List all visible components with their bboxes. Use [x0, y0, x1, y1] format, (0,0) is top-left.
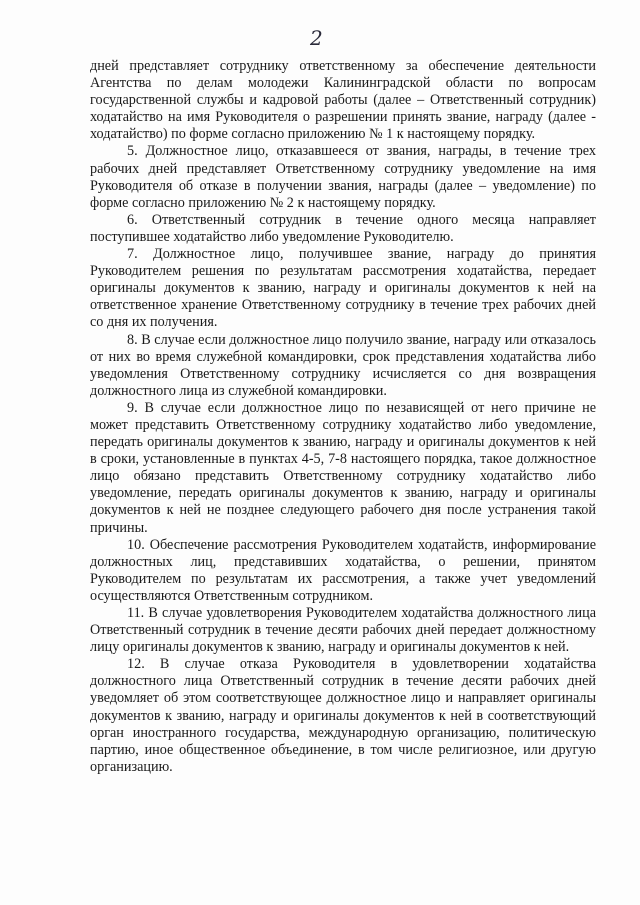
page-number: 2 — [310, 26, 323, 50]
paragraph-4-continued: дней представляет сотруднику ответственному за обеспечение деятельности Агентства по делам молодежи Калининградской области по вопросам государственной службы и кадровой работы (далее – Ответственный сотрудник) ходатайство на имя Руководителя о разрешении принять звание, награду (далее - ходатайство) по форме согласно приложению № 1 к настоящему порядку. — [90, 58, 596, 143]
paragraph-10: 10. Обеспечение рассмотрения Руководителем ходатайств, информирование должностных лиц, представивших ходатайства, о решении, принятом Руководителем по результатам их рассмотрения, а также учет уведомлений осуществляются Ответственным сотрудником. — [90, 536, 596, 604]
document-body — [90, 58, 596, 776]
paragraph-7: 7. Должностное лицо, получившее звание, награду до принятия Руководителем решения по результатам рассмотрения ходатайства, передает оригиналы документов к званию, награду и оригиналы документов к ней на ответственное хранение Ответственному сотруднику в течение трех рабочих дней со дня их получения. — [90, 246, 596, 331]
paragraph-12: 12. В случае отказа Руководителя в удовлетворении ходатайства должностного лица Ответственный сотрудник в течение десяти рабочих дней уведомляет об этом соответствующее должностное лицо и направляет оригиналы документов к званию, награду и оригиналы документов к ней в соответствующий орган иностранного государства, международную организацию, политическую партию, иное общественное объединение, в том числе религиозное, или другую организацию. — [90, 656, 596, 775]
paragraph-9: 9. В случае если должностное лицо по независящей от него причине не может представить Ответственному сотруднику ходатайство либо уведомление, передать оригиналы документов к званию, награду и оригиналы документов к ней в сроки, установленные в пунктах 4-5, 7-8 настоящего порядка, такое должностное лицо обязано представить Ответственному сотруднику ходатайство либо уведомление, передать оригиналы документов к званию, награду и оригиналы документов к ней не позднее следующего рабочего дня после устранения такой причины. — [90, 399, 596, 536]
paragraph-6: 6. Ответственный сотрудник в течение одного месяца направляет поступившее ходатайство либо уведомление Руководителю. — [90, 211, 596, 245]
paragraph-11: 11. В случае удовлетворения Руководителем ходатайства должностного лица Ответственный сотрудник в течение десяти рабочих дней передает должностному лицу оригиналы документов к званию, награду и оригиналы документов к ней. — [90, 605, 596, 656]
paragraph-5: 5. Должностное лицо, отказавшееся от звания, награды, в течение трех рабочих дней представляет Ответственному сотруднику уведомление на имя Руководителя об отказе в получении звания, награды (далее – уведомление) по форме согласно приложению № 2 к настоящему порядку. — [90, 143, 596, 211]
paragraph-8: 8. В случае если должностное лицо получило звание, награду или отказалось от них во время служебной командировки, срок представления ходатайства либо уведомления Ответственному сотруднику исчисляется со дня возвращения должностного лица из служебной командировки. — [90, 331, 596, 399]
